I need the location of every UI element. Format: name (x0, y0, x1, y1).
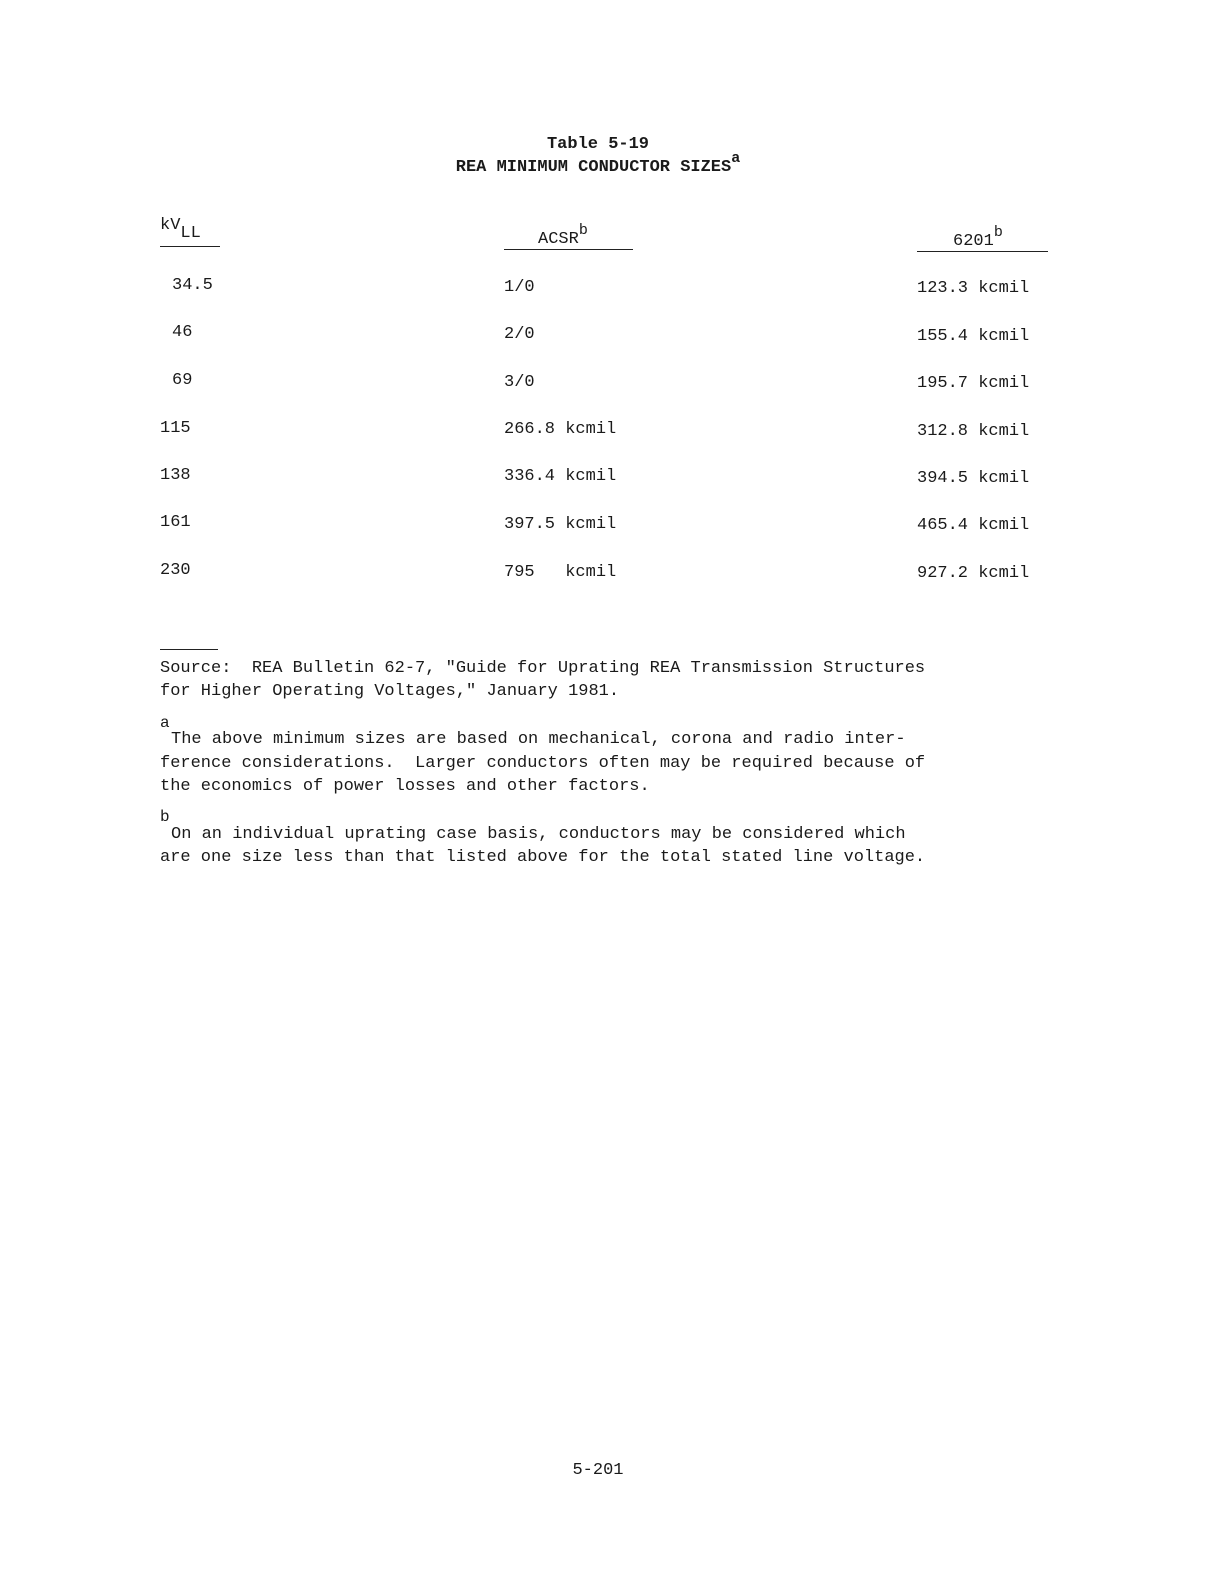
table-caption-text: REA MINIMUM CONDUCTOR SIZES (455, 158, 732, 177)
table-cell-6201: 465.4 kcmil (917, 516, 1030, 535)
table-cell-6201: 155.4 kcmil (917, 327, 1030, 346)
table-cell-kv: 34.5 (172, 276, 213, 295)
column-header-acsr-marker: b (578, 222, 588, 239)
table-number: Table 5-19 (546, 135, 650, 154)
column-header-acsr-label: ACSR (538, 230, 579, 249)
page-number: 5-201 (572, 1461, 624, 1480)
column-header-6201-underline (917, 251, 1048, 252)
column-header-6201-marker: b (993, 224, 1003, 241)
table-cell-acsr: 3/0 (504, 373, 535, 392)
footnote-separator (160, 649, 218, 650)
table-cell-acsr: 397.5 kcmil (504, 515, 617, 534)
footnote-a-line: The above minimum sizes are based on mechanical, corona and radio inter- (171, 730, 906, 749)
table-cell-kv: 138 (160, 466, 191, 485)
source-note-line: Source: REA Bulletin 62-7, "Guide for Uprating REA Transmission Structures (160, 659, 926, 678)
table-cell-kv: 161 (160, 513, 191, 532)
footnote-a-line: ference considerations. Larger conductors often may be required because of (160, 754, 926, 773)
table-cell-acsr: 1/0 (504, 278, 535, 297)
table-cell-acsr: 266.8 kcmil (504, 420, 617, 439)
table-cell-6201: 394.5 kcmil (917, 469, 1030, 488)
column-header-kv-underline (160, 246, 220, 247)
table-caption (0, 150, 1196, 177)
table-cell-6201: 123.3 kcmil (917, 279, 1030, 298)
column-header-6201 (953, 224, 1003, 251)
table-cell-acsr: 2/0 (504, 325, 535, 344)
table-cell-acsr: 795 kcmil (504, 563, 617, 582)
column-header-6201-label: 6201 (953, 232, 994, 251)
table-cell-kv: 115 (160, 419, 191, 438)
footnote-b-marker: b (160, 808, 170, 826)
column-header-kv (160, 216, 201, 243)
footnote-a-marker: a (160, 714, 170, 732)
table-cell-kv: 46 (172, 323, 193, 342)
table-cell-kv: 230 (160, 561, 191, 580)
column-header-kv-label: kV (160, 216, 181, 235)
column-header-kv-subscript: LL (180, 224, 201, 243)
column-header-acsr (538, 222, 588, 249)
footnote-b-line: are one size less than that listed above for the total stated line voltage. (160, 848, 926, 867)
table-cell-6201: 927.2 kcmil (917, 564, 1030, 583)
footnote-a-line: the economics of power losses and other factors. (160, 777, 650, 796)
column-header-acsr-underline (504, 249, 633, 250)
table-cell-kv: 69 (172, 371, 193, 390)
table-cell-6201: 312.8 kcmil (917, 422, 1030, 441)
table-cell-6201: 195.7 kcmil (917, 374, 1030, 393)
caption-footnote-marker: a (731, 150, 741, 167)
footnote-b-line: On an individual uprating case basis, conductors may be considered which (171, 825, 906, 844)
source-note-line: for Higher Operating Voltages," January 1981. (160, 682, 620, 701)
table-cell-acsr: 336.4 kcmil (504, 467, 617, 486)
